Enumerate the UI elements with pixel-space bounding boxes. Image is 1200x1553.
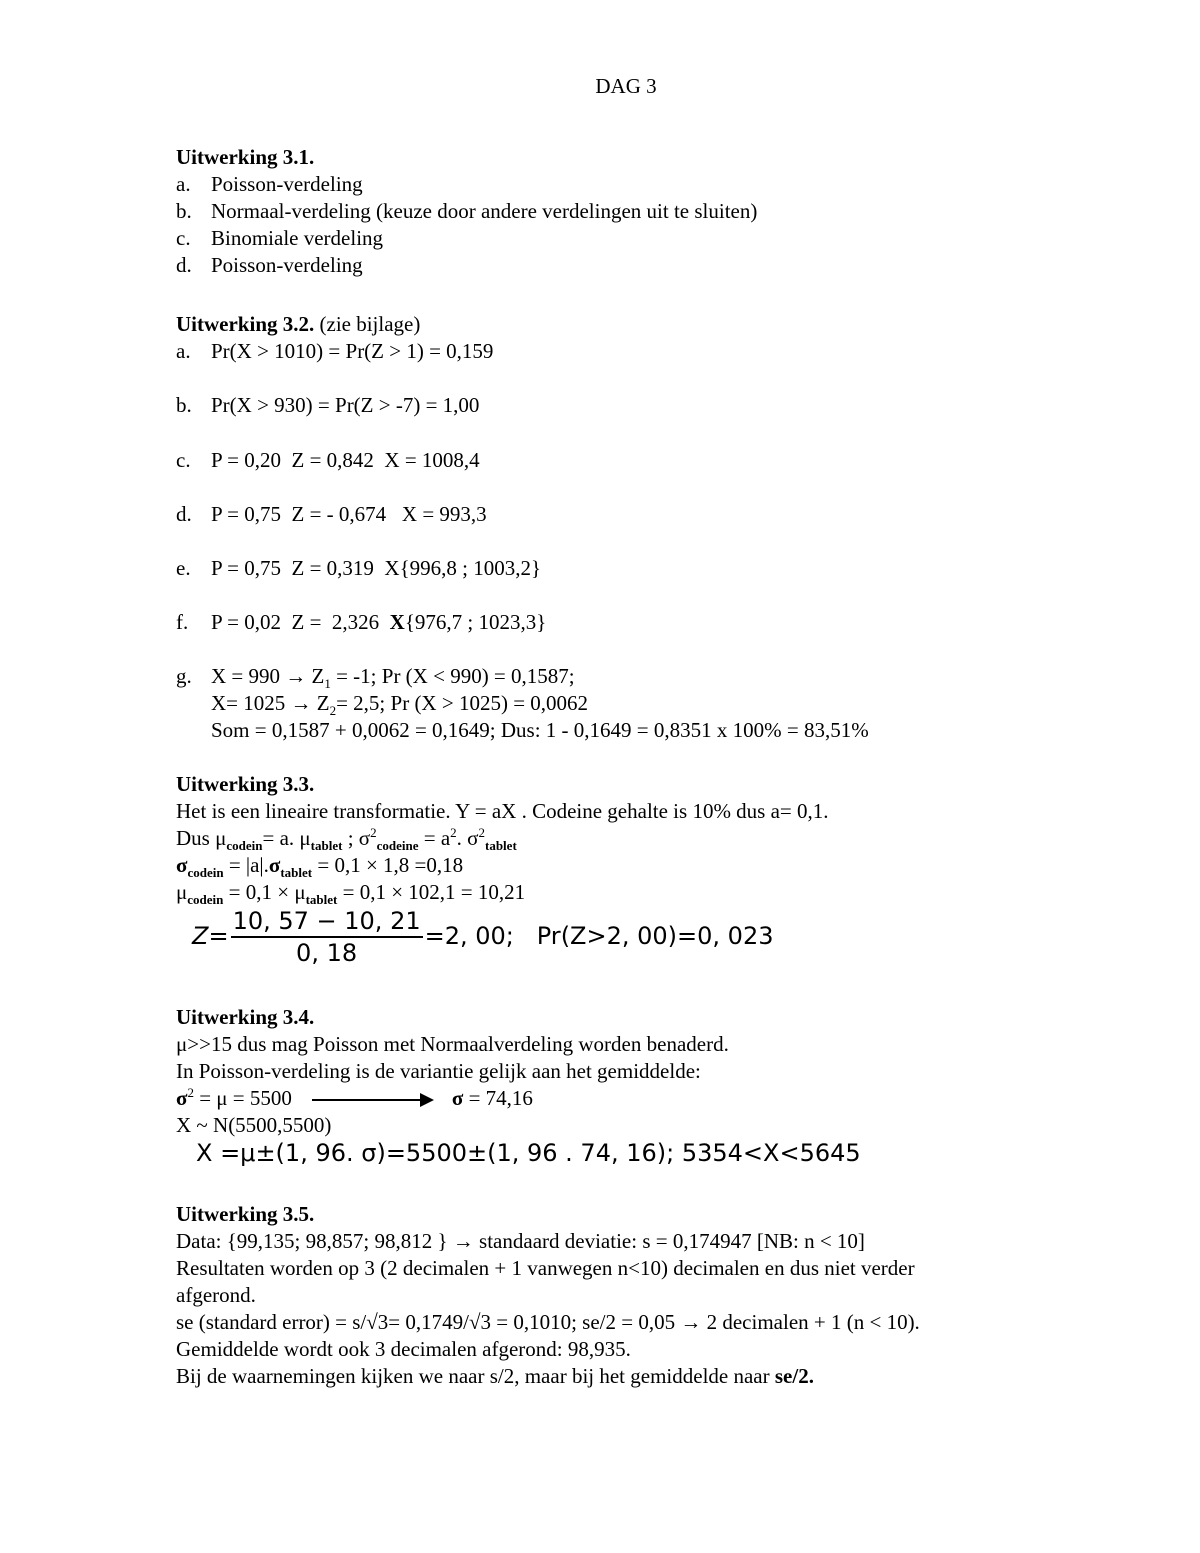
text-line: X ~ N(5500,5500): [176, 1113, 332, 1137]
list-item-continuation: $X= 1025 \to Z_2= 2,5$; Pr (X > 1025) = 0,0062: [211, 691, 589, 719]
list-item: g. $X = 990 \to Z_1 = -1$; Pr (X < 990) = 0,1587;: [176, 664, 575, 692]
list-item: b. Normaal-verdeling (keuze door andere verdelingen uit te sluiten): [176, 199, 758, 223]
text-line: afgerond.: [176, 1283, 256, 1307]
text-line: Dus $\mu_{codein}= a$. $\mu_{tablet}$ ; $\sigma^2_{codeine} = a^2$. $\sigma^2_{tablet}$: [176, 825, 517, 854]
list-item: c. P = 0,20 Z = 0,842 X = 1008,4: [176, 448, 480, 472]
text-line: $\sigma^2 = \mu = 5500$ σ = 74,16: [176, 1085, 533, 1110]
arrow-right-icon: [312, 1099, 432, 1101]
list-item: b. Pr(X > 930) = Pr(Z > -7) = 1,00: [176, 393, 480, 417]
list-item: a. Poisson-verdeling: [176, 172, 363, 196]
section-3-2-heading: Uitwerking 3.2. (zie bijlage): [176, 312, 421, 336]
page-title: DAG 3: [595, 74, 657, 98]
list-item: d. P = 0,75 Z = - 0,674 X = 993,3: [176, 502, 487, 526]
confidence-interval-equation: X =μ±(1, 96. σ)=5500±(1, 96 . 74, 16); 5354<X<5645: [196, 1139, 861, 1167]
z-score-equation: Z= $\frac{10, 57 - 10, 21}{0, 18}$ =2, 00; Pr(Z>2, 00)=0, 023: [192, 907, 774, 967]
text-line: $\mu_{codein} = 0,1 \times \mu_{tablet} = 0,1 \times 102,1 = 10,21$: [176, 880, 526, 908]
text-line: se (standard error) = s/√3= 0,1749/√3 = 0,1010; se/2 = 0,05 → 2 decimalen + 1 (n < 10).: [176, 1310, 920, 1334]
list-item: f. P = 0,02 Z = 2,326 X{976,7 ; 1023,3}: [176, 610, 547, 634]
text-line: In Poisson-verdeling is de variantie gelijk aan het gemiddelde:: [176, 1059, 701, 1083]
list-item: c. Binomiale verdeling: [176, 226, 384, 250]
list-item: a. Pr(X > 1010) = Pr(Z > 1) = 0,159: [176, 339, 494, 363]
section-3-5-heading: Uitwerking 3.5.: [176, 1202, 315, 1226]
text-line: Het is een lineaire transformatie. Y = aX . Codeine gehalte is 10% dus a= 0,1.: [176, 799, 829, 823]
list-item-continuation: Som = 0,1587 + 0,0062 = 0,1649; Dus: 1 - 0,1649 = 0,8351 x 100% = 83,51%: [211, 718, 869, 742]
fraction: $\frac{10, 57 - 10, 21}{0, 18}$: [232, 907, 421, 967]
text-line: $\sigma_{codein} = |a|.\sigma_{tablet} = 0,1 \times 1,8 =0,18$: [176, 853, 464, 881]
text-line: Gemiddelde wordt ook 3 decimalen afgerond: 98,935.: [176, 1337, 631, 1361]
section-3-3-heading: Uitwerking 3.3.: [176, 772, 315, 796]
text-line: Bij de waarnemingen kijken we naar s/2, maar bij het gemiddelde naar se/2.: [176, 1364, 814, 1388]
text-line: μ>>15 dus mag Poisson met Normaalverdeling worden benaderd.: [176, 1032, 729, 1056]
list-item: e. P = 0,75 Z = 0,319 X{996,8 ; 1003,2}: [176, 556, 542, 580]
text-line: Resultaten worden op 3 (2 decimalen + 1 vanwegen n<10) decimalen en dus niet verder: [176, 1256, 915, 1280]
section-3-1-heading: Uitwerking 3.1.: [176, 145, 315, 169]
text-line: Data: {99,135; 98,857; 98,812 } → standaard deviatie: s = 0,174947 [NB: n < 10]: [176, 1229, 865, 1253]
section-3-4-heading: Uitwerking 3.4.: [176, 1005, 315, 1029]
list-item: d. Poisson-verdeling: [176, 253, 363, 277]
